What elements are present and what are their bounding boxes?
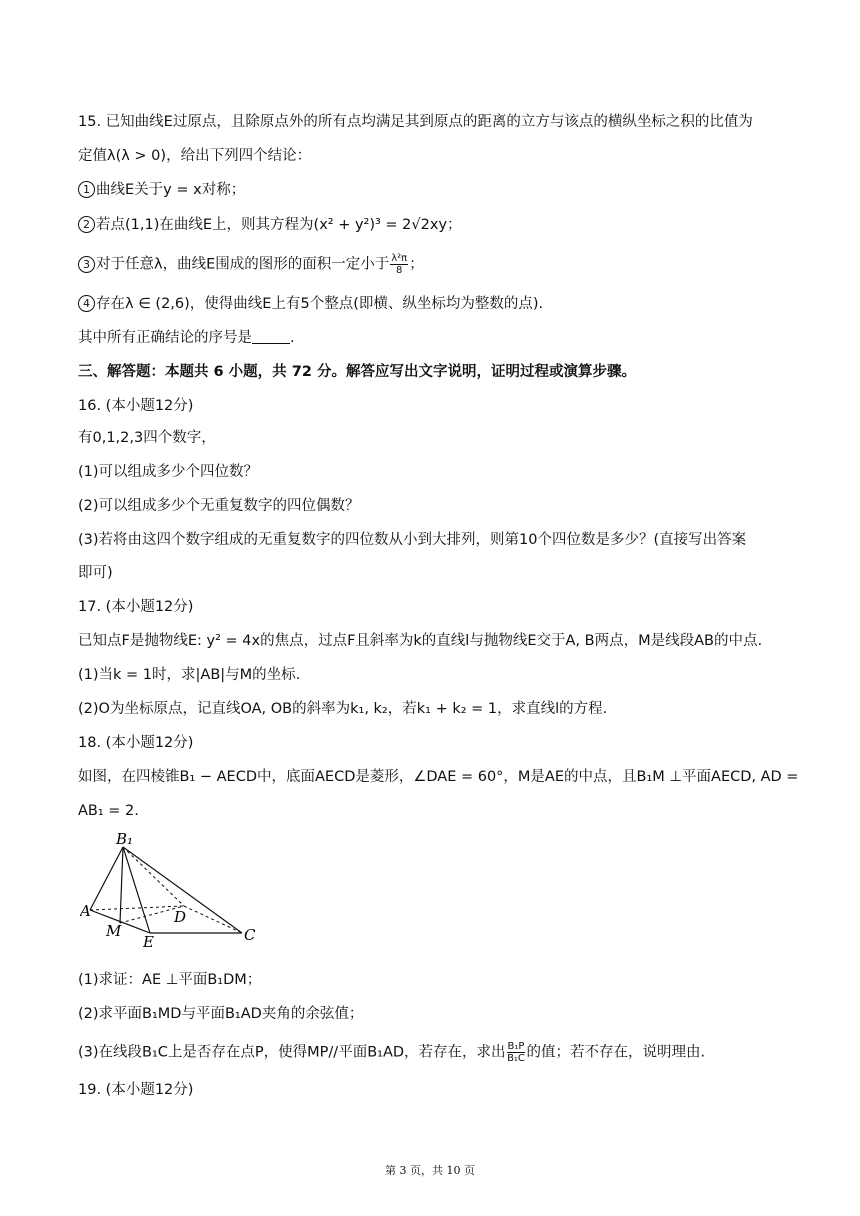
q16-heading: 16. (本小题12分) <box>78 398 194 414</box>
fraction-denominator: B₁C <box>507 1053 525 1064</box>
part3-text-b: 的值；若不存在，说明理由. <box>526 1044 706 1061</box>
q18-part2: (2)求平面B₁MD与平面B₁AD夹角的余弦值； <box>78 1006 364 1022</box>
fraction-numerator: B₁P <box>507 1041 525 1052</box>
edge-b1-a <box>90 847 123 910</box>
area-fraction <box>390 253 408 276</box>
q15-line1: 15. 已知曲线E过原点，且除原点外的所有点均满足其到原点的距离的立方与该点的横纵坐标之积的比值为 <box>78 114 753 130</box>
label-a: A <box>80 902 91 920</box>
q17-part2: (2)O为坐标原点，记直线OA, OB的斜率为k₁, k₂，若k₁ + k₂ = 1，求直线l的方程. <box>78 701 608 717</box>
circled-number-1: 1 <box>78 181 95 198</box>
edge-a-d <box>90 906 184 910</box>
q18-part1: (1)求证：AE ⊥平面B₁DM； <box>78 972 262 988</box>
conclusion-3-text: 对于任意λ，曲线E围成的图形的面积一定小于 <box>96 256 390 273</box>
q17-heading: 17. (本小题12分) <box>78 599 194 615</box>
q16-part1: (1)可以组成多少个四位数？ <box>78 464 259 480</box>
ratio-fraction <box>507 1041 526 1064</box>
part3-text-a: (3)在线段B₁C上是否存在点P，使得MP//平面B₁AD，若存在，求出 <box>78 1044 506 1061</box>
q15-line2: 定值λ(λ > 0)，给出下列四个结论： <box>78 148 312 164</box>
q18-heading: 18. (本小题12分) <box>78 735 194 751</box>
pyramid-figure <box>80 830 265 950</box>
circled-number-2: 2 <box>78 216 95 233</box>
q15-question <box>78 328 295 348</box>
q15-conclusion-4 <box>78 294 543 314</box>
question-text: 其中所有正确结论的序号是 <box>78 330 252 346</box>
label-m: M <box>106 922 122 940</box>
q15-conclusion-1 <box>78 180 245 200</box>
q17-part1: (1)当k = 1时，求|AB|与M的坐标. <box>78 667 301 683</box>
question-end: . <box>290 330 295 346</box>
circled-number-4: 4 <box>78 295 95 312</box>
conclusion-4-text: 存在λ ∈ (2,6)，使得曲线E上有5个整点(即横、纵坐标均为整数的点). <box>96 296 544 312</box>
q19-heading: 19. (本小题12分) <box>78 1082 194 1098</box>
q18-part3 <box>78 1041 705 1064</box>
label-c: C <box>244 926 256 944</box>
fraction-numerator: λ²π <box>391 253 408 264</box>
q16-stem: 有0,1,2,3四个数字， <box>78 430 216 446</box>
label-b1: B₁ <box>116 830 134 848</box>
q17-stem: 已知点F是抛物线E: y² = 4x的焦点，过点F且斜率为k的直线l与抛物线E交于A, B两点，M是线段AB的中点. <box>78 633 763 649</box>
q15-conclusion-3 <box>78 253 424 276</box>
q18-stem-1: 如图，在四棱锥B₁ − AECD中，底面AECD是菱形，∠DAE = 60°，M是AE的中点，且B₁M ⊥平面AECD, AD = <box>78 769 799 785</box>
q18-stem-2: AB₁ = 2. <box>78 803 139 819</box>
edge-d-c <box>184 906 242 933</box>
conclusion-3-end: ； <box>409 256 424 273</box>
answer-blank[interactable] <box>252 329 290 344</box>
q16-part2: (2)可以组成多少个无重复数字的四位偶数？ <box>78 498 360 514</box>
q15-conclusion-2 <box>78 215 462 235</box>
label-d: D <box>174 908 187 926</box>
fraction-denominator: 8 <box>396 265 403 276</box>
q16-part3-b: 即可) <box>78 565 113 581</box>
conclusion-1-text: 曲线E关于y = x对称； <box>96 182 246 198</box>
section-3-heading: 三、解答题：本题共 6 小题，共 72 分。解答应写出文字说明，证明过程或演算步骤。 <box>78 364 636 380</box>
edge-b1-m <box>120 847 123 923</box>
conclusion-2-text: 若点(1,1)在曲线E上，则其方程为(x² + y²)³ = 2√2xy； <box>96 217 462 233</box>
label-e: E <box>143 933 154 950</box>
q16-part3-a: (3)若将由这四个数字组成的无重复数字的四位数从小到大排列，则第10个四位数是多少？(直接写出答案 <box>78 532 747 548</box>
page-footer: 第 3 页，共 10 页 <box>385 1164 475 1177</box>
circled-number-3: 3 <box>78 256 95 273</box>
